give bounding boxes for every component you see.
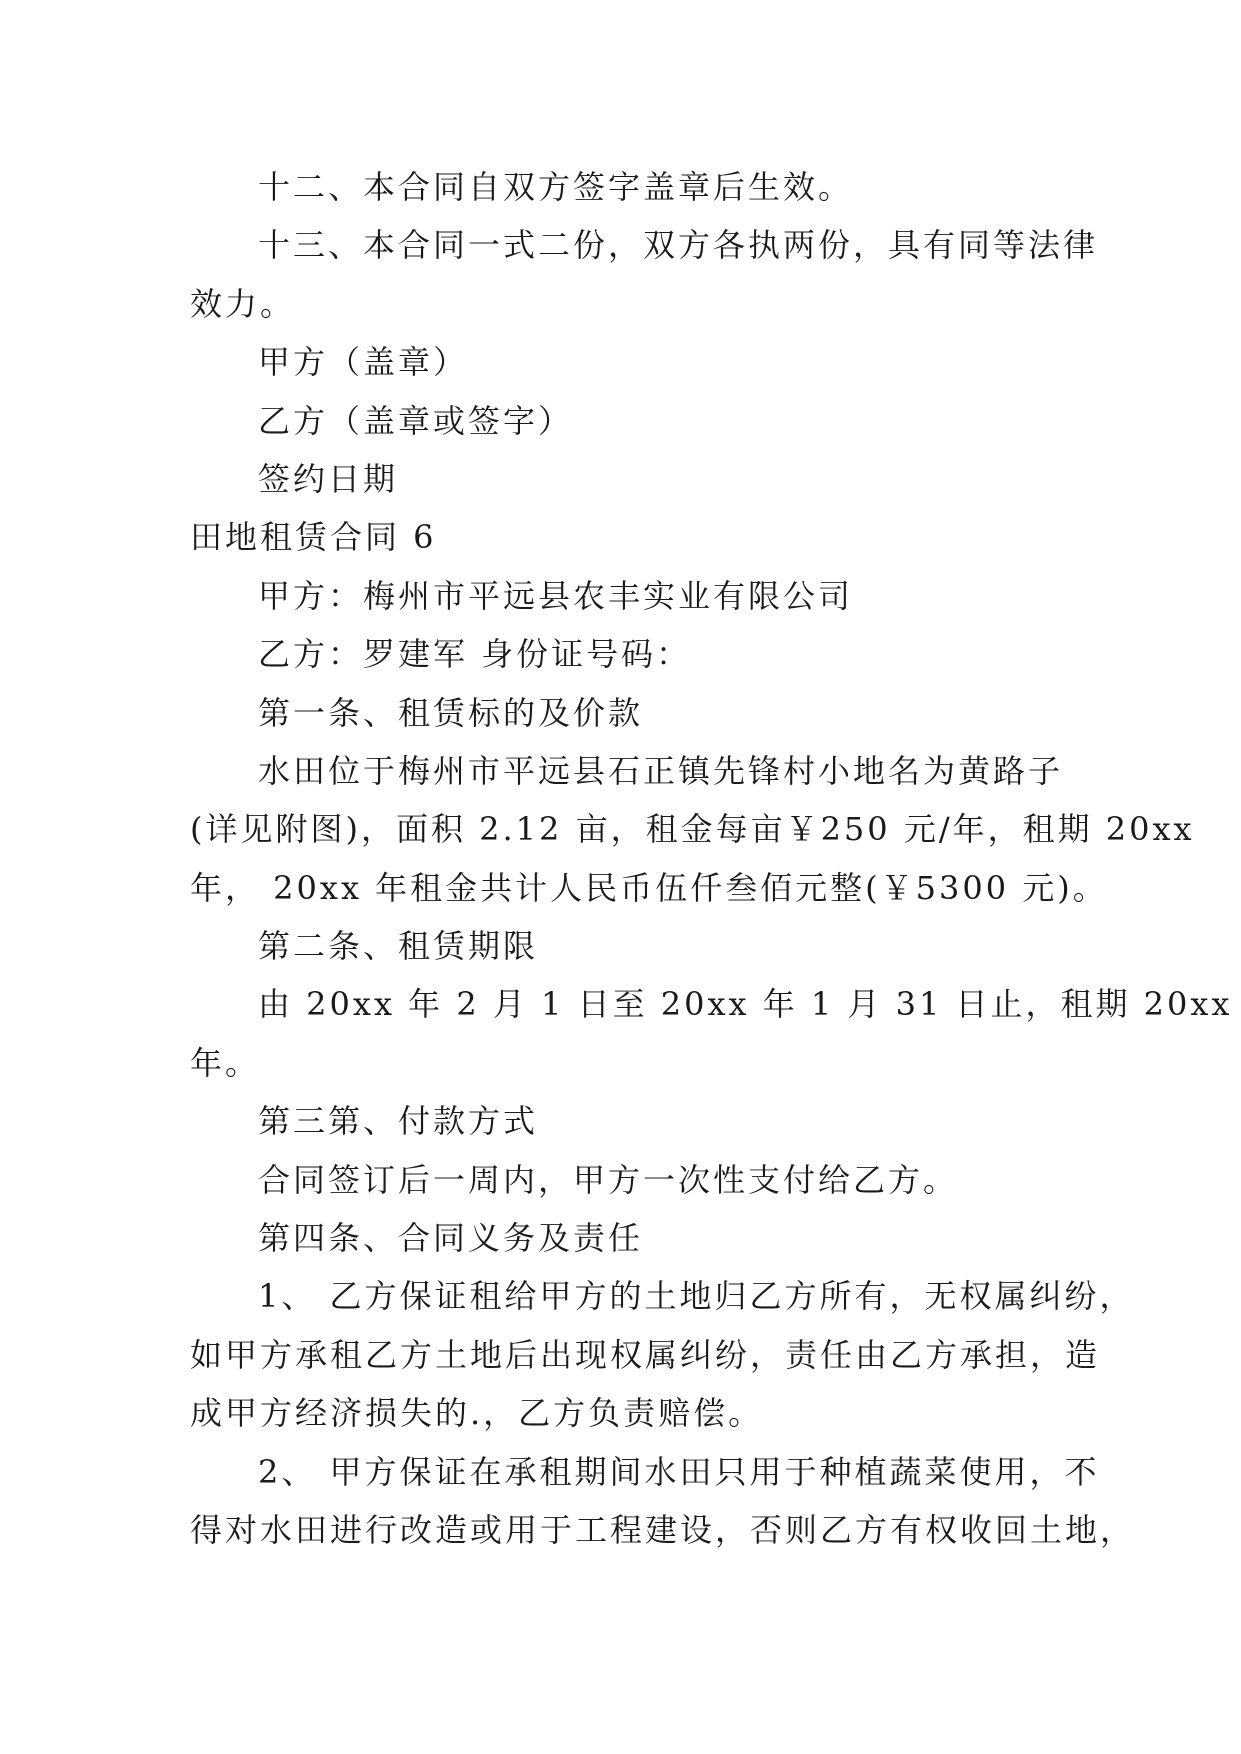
party-a-line: 甲方：梅州市平远县农丰实业有限公司 — [258, 576, 854, 615]
article-1-text-line-1: 水田位于梅州市平远县石正镇先锋村小地名为黄路子 — [258, 751, 1064, 790]
article-3-text: 合同签订后一周内，甲方一次性支付给乙方。 — [258, 1160, 959, 1199]
document-page — [190, 158, 1233, 1559]
article-1-text-line-3: 年， 20xx 年租金共计人民币伍仟叁佰元整(￥5300 元)。 — [190, 868, 1108, 907]
article-1-text-line-2: (详见附图)，面积 2.12 亩，租金每亩￥250 元/年，租期 20xx — [190, 810, 1195, 849]
article-2-heading: 第二条、租赁期限 — [258, 927, 539, 966]
article-4-heading: 第四条、合同义务及责任 — [258, 1219, 644, 1258]
article-4-item-1-line-2: 如甲方承租乙方土地后出现权属纠纷，责任由乙方承担，造 — [190, 1335, 1101, 1374]
article-4-item-1-line-1: 1、 乙方保证租给甲方的土地归乙方所有，无权属纠纷， — [258, 1277, 1135, 1316]
article-2-text-line-2: 年。 — [190, 1043, 261, 1082]
clause-12-line: 十二、本合同自双方签字盖章后生效。 — [258, 168, 854, 206]
party-a-seal-line: 甲方（盖章） — [258, 343, 469, 382]
article-4-item-1-line-3: 成甲方经济损失的.，乙方负责赔偿。 — [190, 1394, 764, 1433]
article-4-item-2-line-1: 2、 甲方保证在承租期间水田只用于种植蔬菜使用，不 — [258, 1452, 1100, 1491]
contract-title: 田地租赁合同 6 — [190, 518, 437, 557]
article-1-heading: 第一条、租赁标的及价款 — [258, 693, 644, 732]
party-b-line: 乙方：罗建军 身份证号码： — [258, 635, 692, 674]
clause-13-line-2: 效力。 — [190, 284, 296, 323]
article-3-heading: 第三第、付款方式 — [258, 1102, 539, 1141]
party-b-seal-line: 乙方（盖章或签字） — [258, 401, 574, 440]
signing-date-line: 签约日期 — [258, 459, 399, 498]
article-2-text-line-1: 由 20xx 年 2 月 1 日至 20xx 年 1 月 31 日止，租期 20xx — [258, 985, 1233, 1024]
article-4-item-2-line-2: 得对水田进行改造或用于工程建设，否则乙方有权收回土地， — [190, 1510, 1136, 1549]
clause-13-line-1: 十三、本合同一式二份，双方各执两份，具有同等法律 — [258, 226, 1099, 265]
